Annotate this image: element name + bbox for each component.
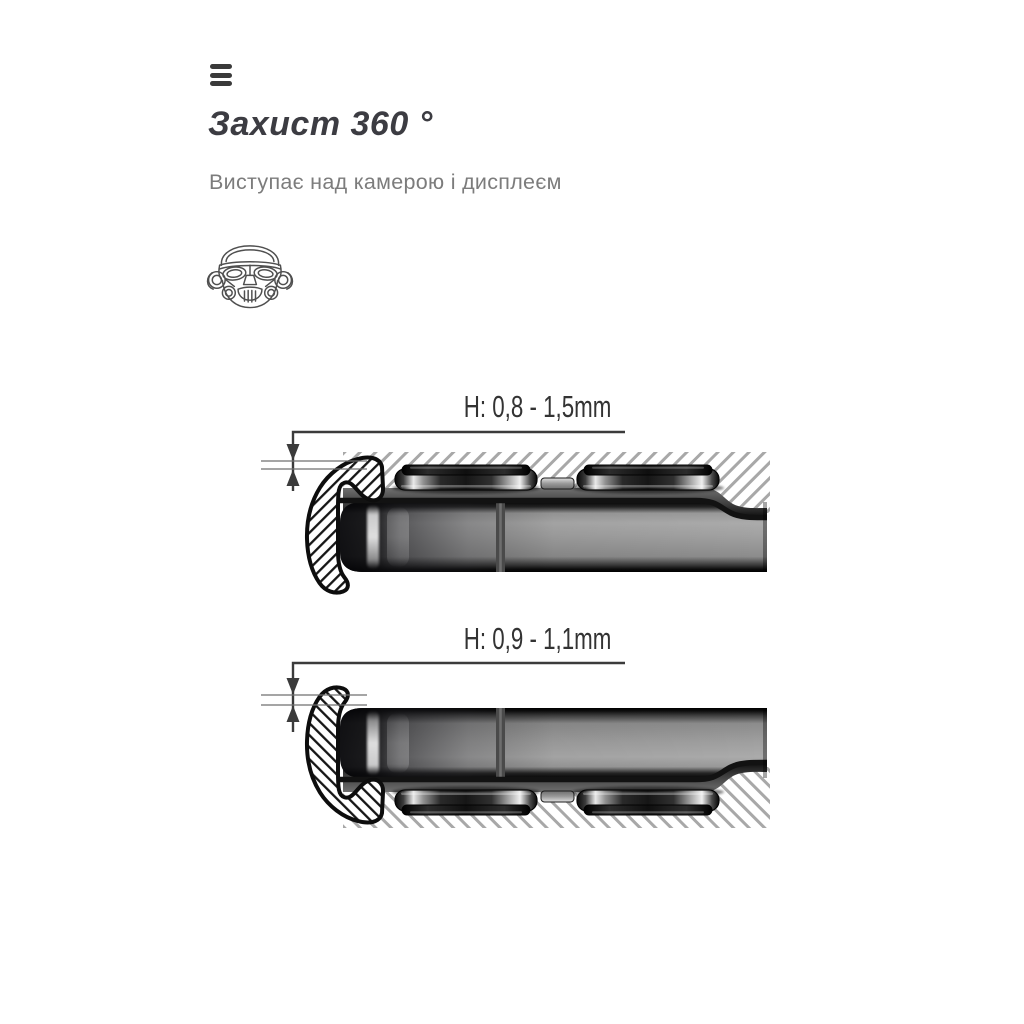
stormtrooper-helmet-icon [204, 222, 296, 314]
page-title: Захист 360 ° [208, 105, 433, 143]
arrow-up-icon [287, 706, 300, 723]
diagram-camera-side [255, 425, 800, 640]
hamburger-bar [210, 73, 232, 78]
arrow-up-icon [287, 470, 300, 487]
page-subtitle: Виступає над камерою і дисплеєм [209, 170, 562, 194]
arrow-down-icon [287, 678, 300, 695]
arrow-down-icon [287, 444, 300, 461]
dimension-label-camera-side: H: 0,8 - 1,5mm [463, 389, 612, 424]
diagram-display-side [255, 640, 800, 855]
hamburger-bar [210, 64, 232, 69]
dimension-label-display-side: H: 0,9 - 1,1mm [463, 621, 612, 656]
hamburger-menu-icon[interactable] [210, 64, 232, 86]
hamburger-bar [210, 81, 232, 86]
